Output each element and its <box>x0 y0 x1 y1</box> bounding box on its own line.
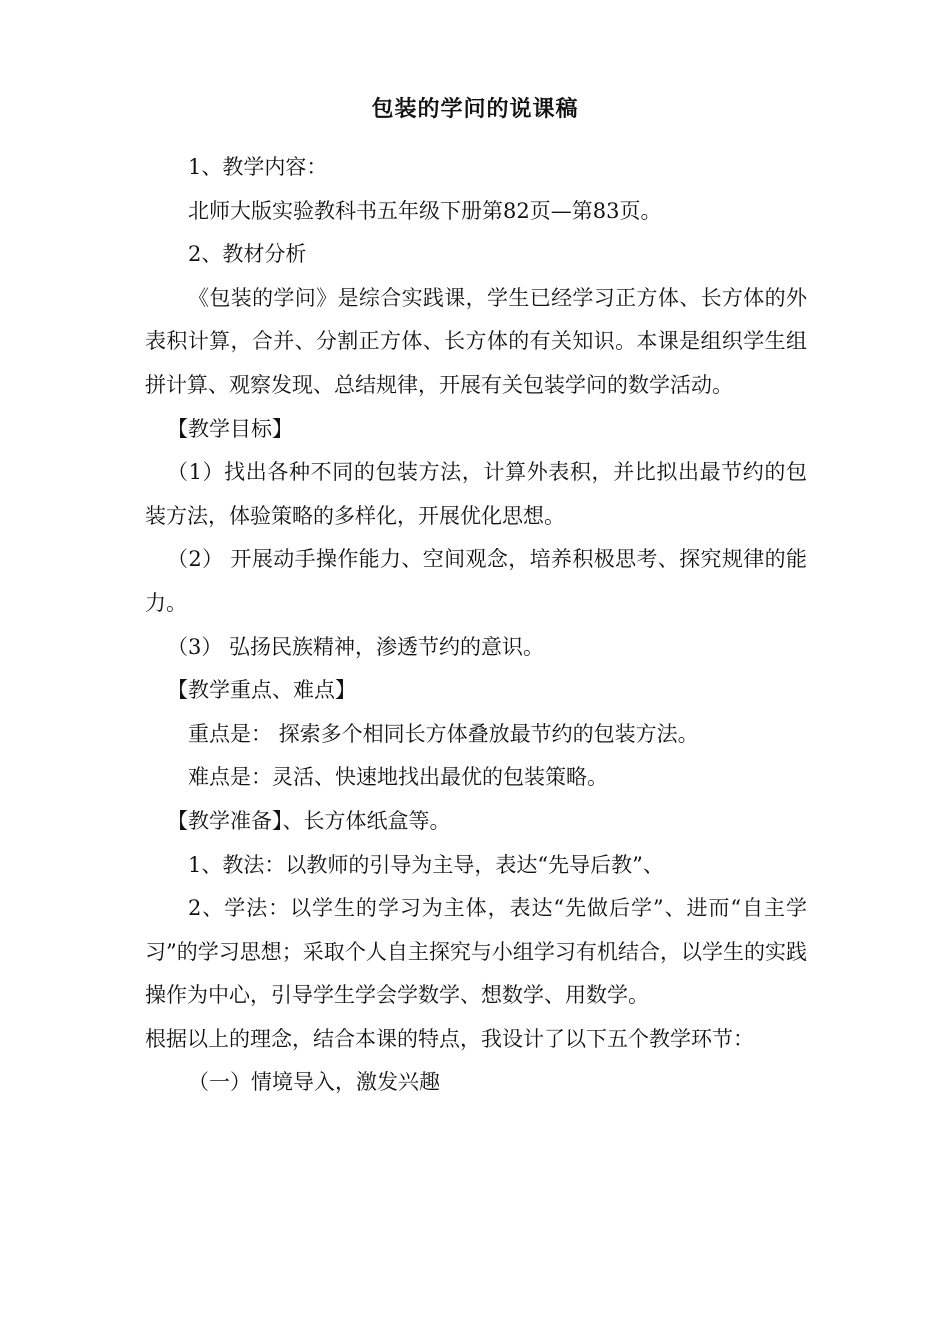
goal-item-1: （1）找出各种不同的包装方法，计算外表积，并比拟出最节约的包装方法，体验策略的多样化，开展优化思想。 <box>145 460 807 528</box>
textbook-reference: 北师大版实验教科书五年级下册第82页—第83页。 <box>188 198 662 223</box>
goal-item-3: （3） 弘扬民族精神，渗透节约的意识。 <box>167 634 545 659</box>
teaching-preparation: 【教学准备】、长方体纸盒等。 <box>167 808 451 833</box>
heading-teaching-content: 1、教学内容： <box>188 155 328 179</box>
section-one-heading: （一）情境导入，激发兴趣 <box>188 1070 440 1095</box>
goal-item-2: （2） 开展动手操作能力、空间观念，培养积极思考、探究规律的能力。 <box>145 547 807 615</box>
design-intro: 根据以上的理念，结合本课的特点，我设计了以下五个教学环节： <box>145 1026 754 1051</box>
learning-method: 2、学法：以学生的学习为主体，表达“先做后学”、进而“自主学习”的学习思想；采取个人自主探究与小组学习有机结合，以学生的实践操作为中心，引导学生学会学数学、想数学、用数学。 <box>145 896 807 1008</box>
material-analysis-paragraph: 《包装的学问》是综合实践课，学生已经学习正方体、长方体的外表积计算，合并、分割正方体、长方体的有关知识。本课是组织学生组拼计算、观察发现、总结规律，开展有关包装学问的数学活动。 <box>145 285 807 397</box>
teaching-method: 1、教法：以教师的引导为主导，表达“先导后教”、 <box>188 852 664 877</box>
document-body <box>145 146 807 1105</box>
document-title: 包装的学问的说课稿 <box>371 97 579 122</box>
heading-teaching-goals: 【教学目标】 <box>167 416 293 441</box>
difficult-point: 难点是：灵活、快速地找出最优的包装策略。 <box>188 765 608 790</box>
heading-key-difficult-points: 【教学重点、难点】 <box>167 678 356 703</box>
heading-material-analysis: 2、教材分析 <box>188 242 307 267</box>
key-point: 重点是： 探索多个相同长方体叠放最节约的包装方法。 <box>188 721 699 746</box>
